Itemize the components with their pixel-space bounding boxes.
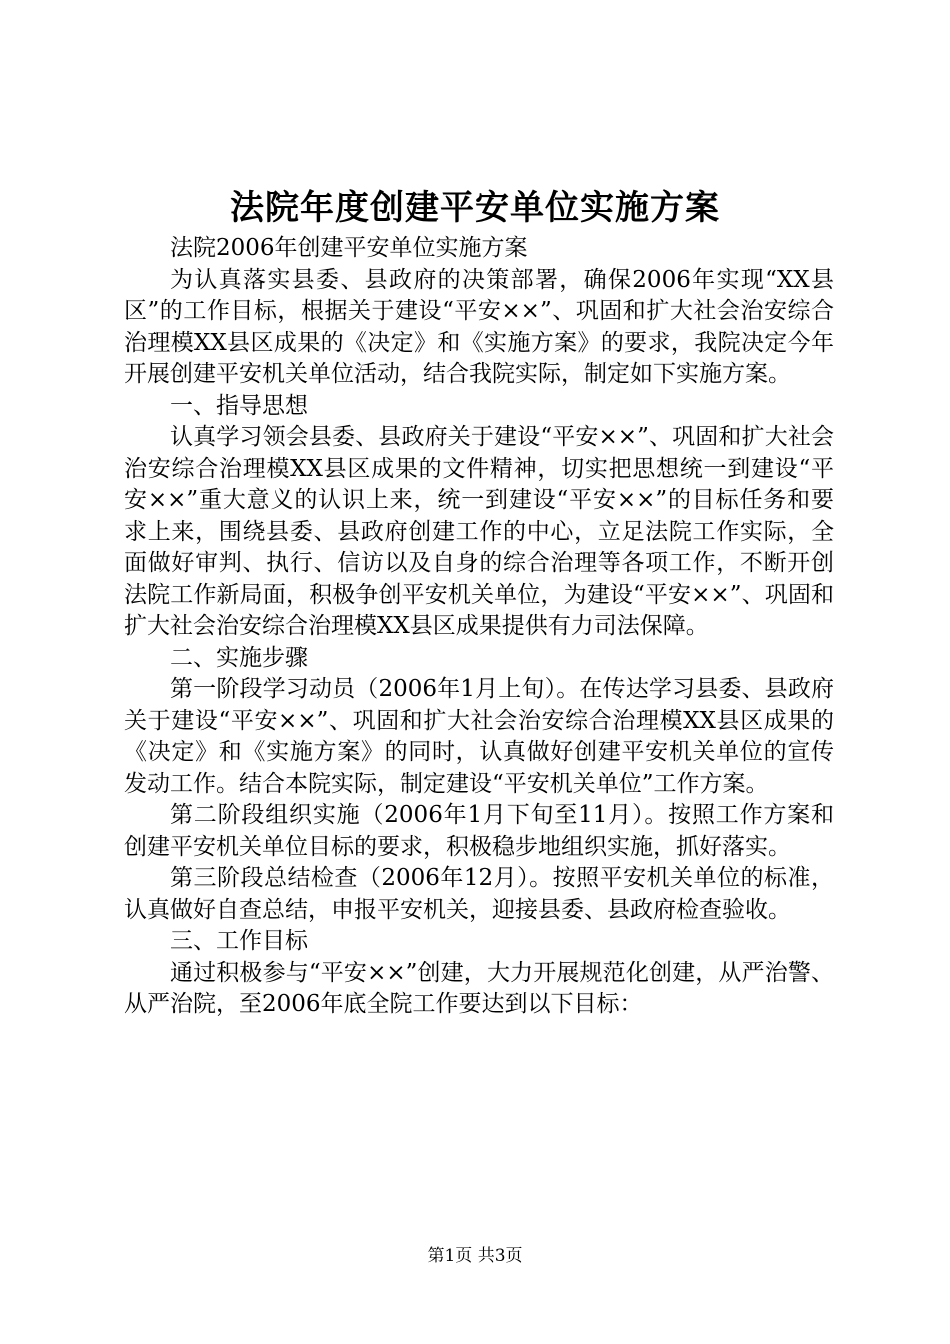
document-title: 法院年度创建平安单位实施方案 xyxy=(230,188,720,228)
document-body xyxy=(124,233,834,1021)
stage-one-paragraph: 第一阶段学习动员（2006年1月上旬）。在传达学习县委、县政府关于建设“平安××”、巩固和扩大社会治安综合治理模XX县区成果的《决定》和《实施方案》的同时，认真做好创建平安机关单位的宣传发动工作。结合本院实际，制定建设“平安机关单位”工作方案。 xyxy=(124,676,834,797)
page-number-footer: 第1页 共3页 xyxy=(427,1246,523,1266)
subtitle-paragraph: 法院2006年创建平安单位实施方案 xyxy=(170,235,528,261)
section-heading-work-goals: 三、工作目标 xyxy=(170,928,308,954)
guiding-ideology-paragraph: 认真学习领会县委、县政府关于建设“平安××”、巩固和扩大社会治安综合治理模XX县区成果的文件精神，切实把思想统一到建设“平安××”重大意义的认识上来，统一到建设“平安××”的目标任务和要求上来，围绕县委、县政府创建工作的中心，立足法院工作实际，全面做好审判、执行、信访以及自身的综合治理等各项工作，不断开创法院工作新局面，积极争创平安机关单位，为建设“平安××”、巩固和扩大社会治安综合治理模XX县区成果提供有力司法保障。 xyxy=(124,424,834,639)
section-heading-guiding-ideology: 一、指导思想 xyxy=(170,392,308,419)
stage-two-paragraph: 第二阶段组织实施（2006年1月下旬至11月）。按照工作方案和创建平安机关单位目标的要求，积极稳步地组织实施，抓好落实。 xyxy=(124,802,834,860)
intro-paragraph: 为认真落实县委、县政府的决策部署，确保2006年实现“XX县区”的工作目标，根据关于建设“平安××”、巩固和扩大社会治安综合治理模XX县区成果的《决定》和《实施方案》的要求，我院决定今年开展创建平安机关单位活动，结合我院实际，制定如下实施方案。 xyxy=(124,266,834,387)
section-heading-implementation-steps: 二、实施步骤 xyxy=(170,644,308,671)
work-goals-paragraph: 通过积极参与“平安××”创建，大力开展规范化创建，从严治警、从严治院，至2006年底全院工作要达到以下目标： xyxy=(124,959,834,1017)
stage-three-paragraph: 第三阶段总结检查（2006年12月）。按照平安机关单位的标准，认真做好自查总结，申报平安机关，迎接县委、县政府检查验收。 xyxy=(124,865,834,923)
